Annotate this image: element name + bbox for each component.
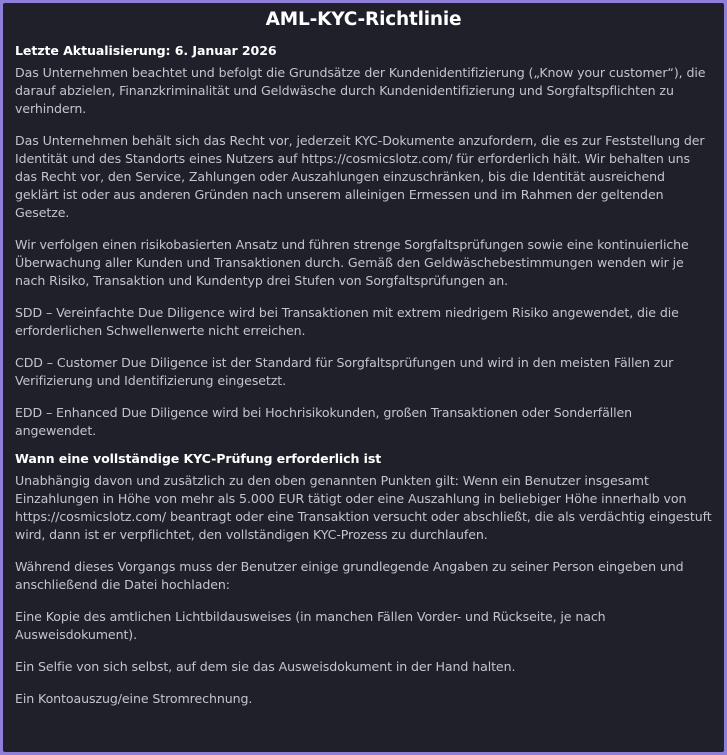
section-heading-full-kyc: Wann eine vollständige KYC-Prüfung erforderlich ist xyxy=(15,451,382,466)
paragraph-edd: EDD – Enhanced Due Diligence wird bei Hochrisikokunden, großen Transaktionen oder Sonderfällen angewendet. xyxy=(15,405,633,438)
paragraph-sdd: SDD – Vereinfachte Due Diligence wird bei Transaktionen mit extrem niedrigem Risiko angewendet, die die erforderlichen Schwellenwerte nicht erreichen. xyxy=(15,305,679,338)
policy-panel xyxy=(3,3,724,752)
paragraph-full-kyc-trigger: Unabhängig davon und zusätzlich zu den oben genannten Punkten gilt: Wenn ein Benutzer insgesamt Einzahlungen in Höhe von mehr als 5.000 EUR tätigt oder eine Auszahlung in beliebiger Höhe innerhalb von https://cosmicslotz.com/ beantragt oder eine Transaktion versucht oder abschließt, die als verdächtig eingestuft wird, dann ist er verpflichtet, den vollständigen KYC-Prozess zu durchlaufen. xyxy=(15,473,712,542)
page-title: AML-KYC-Richtlinie xyxy=(265,9,462,30)
paragraph-photo-id: Eine Kopie des amtlichen Lichtbildausweises (in manchen Fällen Vorder- und Rückseite, je nach Ausweisdokument). xyxy=(15,609,606,642)
intro-paragraph-documents-right: Das Unternehmen behält sich das Recht vor, jederzeit KYC-Dokumente anzufordern, die es zur Feststellung der Identität und des Standorts eines Nutzers auf https://cosmicslotz.com/ für erforderlich hält. Wir behalten uns das Recht vor, den Service, Zahlungen oder Auszahlungen einzuschränken, bis die Identität ausreichend geklärt ist oder aus anderen Gründen nach unserem alleinigen Ermessen und im Rahmen der geltenden Gesetze. xyxy=(15,133,705,220)
paragraph-selfie: Ein Selfie von sich selbst, auf dem sie das Ausweisdokument in der Hand halten. xyxy=(15,659,516,674)
intro-paragraph-risk-approach: Wir verfolgen einen risikobasierten Ansatz und führen strenge Sorgfaltsprüfungen sowie eine kontinuierliche Überwachung aller Kunden und Transaktionen durch. Gemäß den Geldwäschebestimmungen wenden wir je nach Risiko, Transaktion und Kundentyp drei Stufen von Sorgfaltsprüfungen an. xyxy=(15,237,689,288)
last-updated-label: Letzte Aktualisierung: 6. Januar 2026 xyxy=(15,43,277,58)
paragraph-bank-statement: Ein Kontoauszug/eine Stromrechnung. xyxy=(15,691,253,706)
paragraph-upload-instructions: Während dieses Vorgangs muss der Benutzer einige grundlegende Angaben zu seiner Person eingeben und anschließend die Datei hochladen: xyxy=(15,559,684,592)
paragraph-cdd: CDD – Customer Due Diligence ist der Standard für Sorgfaltsprüfungen und wird in den meisten Fällen zur Verifizierung und Identifizierung eingesetzt. xyxy=(15,355,674,388)
intro-paragraph-kyc-principles: Das Unternehmen beachtet und befolgt die Grundsätze der Kundenidentifizierung („Know your customer“), die darauf abzielen, Finanzkriminalität und Geldwäsche durch Kundenidentifizierung und Sorgfaltspflichten zu verhindern. xyxy=(15,65,706,116)
